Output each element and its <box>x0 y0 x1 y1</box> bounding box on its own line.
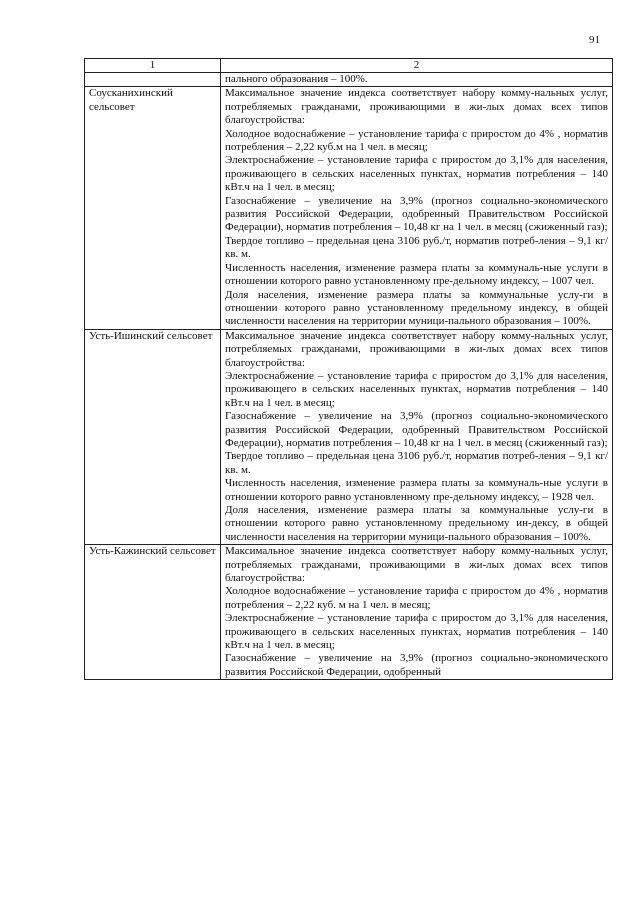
table-row <box>85 329 613 545</box>
description-paragraph: Твердое топливо – предельная цена 3106 руб./т, норматив потреб-ления – 9,1 кг/кв. м. <box>225 234 608 261</box>
description-paragraph: пального образования – 100%. <box>225 73 368 85</box>
description-paragraph: Доля населения, изменение размера платы за коммунальные услу-ги в отношении которого равно установленному предельному индексу, в общей численности населения на территории муници-пального образования – 100%. <box>225 288 608 328</box>
description-paragraph: Численность населения, изменение размера платы за коммуналь-ные услуги в отношении которого равно установленному пре-дельному индексу, – 1007 чел. <box>225 261 608 288</box>
settlement-name <box>85 73 221 87</box>
settlement-description <box>221 87 613 329</box>
settlement-name: Усть-Кажинский сельсовет <box>85 545 221 680</box>
table-body <box>85 73 613 680</box>
description-paragraph: Твердое топливо – предельная цена 3106 руб./т, норматив потреб-ления – 9,1 кг/кв. м. <box>225 450 608 476</box>
column-header-1: 1 <box>85 59 221 73</box>
description-paragraph: Газоснабжение – увеличение на 3,9% (прогноз социально-экономического развития Российской Федерации, одобренный Правительством Российской Федерации), норматив потребления – 10,48 кг на 1 чел. в месяц (сжиженный газ); <box>225 194 608 234</box>
table-header-row <box>85 59 613 73</box>
document-table <box>84 58 613 680</box>
description-paragraph: Доля населения, изменение размера платы за коммунальные услу-ги в отношении которого равно установленному предельному ин-дексу, в общей численности населения на территории муници-пального образования – 100%. <box>225 504 608 543</box>
settlement-description <box>221 73 613 87</box>
description-paragraph: Электроснабжение – установление тарифа с приростом до 3,1% для населения, проживающего в сельских населенных пунктах, норматив потребления – 140 кВт.ч на 1 чел. в месяц; <box>225 154 608 194</box>
settlement-description <box>221 545 613 680</box>
description-paragraph: Газоснабжение – увеличение на 3,9% (прогноз социально-экономического развития Российской Федерации, одобренный <box>225 652 608 678</box>
page-number: 91 <box>589 34 600 46</box>
description-paragraph: Холодное водоснабжение – установление тарифа с приростом до 4% , норматив потребления – 2,22 куб. м на 1 чел. в месяц; <box>225 585 608 611</box>
settlement-name: Усть-Ишинский сельсовет <box>85 329 221 545</box>
description-paragraph: Численность населения, изменение размера платы за коммуналь-ные услуги в отношении которого равно установленному пре-дельному индексу, – 1928 чел. <box>225 477 608 503</box>
description-paragraph: Электроснабжение – установление тарифа с приростом до 3,1% для населения, проживающего в сельских населенных пунктах, норматив потребления – 140 кВт.ч на 1 чел. в месяц; <box>225 612 608 652</box>
description-paragraph: Электроснабжение – установление тарифа с приростом до 3,1% для населения, проживающего в сельских населенных пунктах, норматив потребления – 140 кВт.ч на 1 чел. в месяц; <box>225 369 608 409</box>
table-row <box>85 87 613 329</box>
table-row <box>85 73 613 87</box>
description-paragraph: Холодное водоснабжение – установление тарифа с приростом до 4% , норматив потребления – 2,22 куб.м на 1 чел. в месяц; <box>225 127 608 154</box>
settlement-description <box>221 329 613 545</box>
column-header-2: 2 <box>221 59 613 73</box>
description-paragraph: Максимальное значение индекса соответствует набору комму-нальных услуг, потребляемых гражданами, проживающими в жи-лых домах всех типов благоустройства: <box>225 329 608 369</box>
description-paragraph: Газоснабжение – увеличение на 3,9% (прогноз социально-экономического развития Российской Федерации, одобренный Правительством Российской Федерации), норматив потребления – 10,48 кг на 1 чел. в месяц (сжиженный газ); <box>225 410 608 449</box>
table-row <box>85 545 613 680</box>
settlement-name: Соусканихинский сельсовет <box>85 87 221 329</box>
description-paragraph: Максимальное значение индекса соответствует набору комму-нальных услуг, потребляемых гражданами, проживающими в жи-лых домах всех типов благоустройства: <box>225 87 608 127</box>
description-paragraph: Максимальное значение индекса соответствует набору комму-нальных услуг, потребляемых гражданами, проживающими в жи-лых домах всех типов благоустройства: <box>225 545 608 585</box>
